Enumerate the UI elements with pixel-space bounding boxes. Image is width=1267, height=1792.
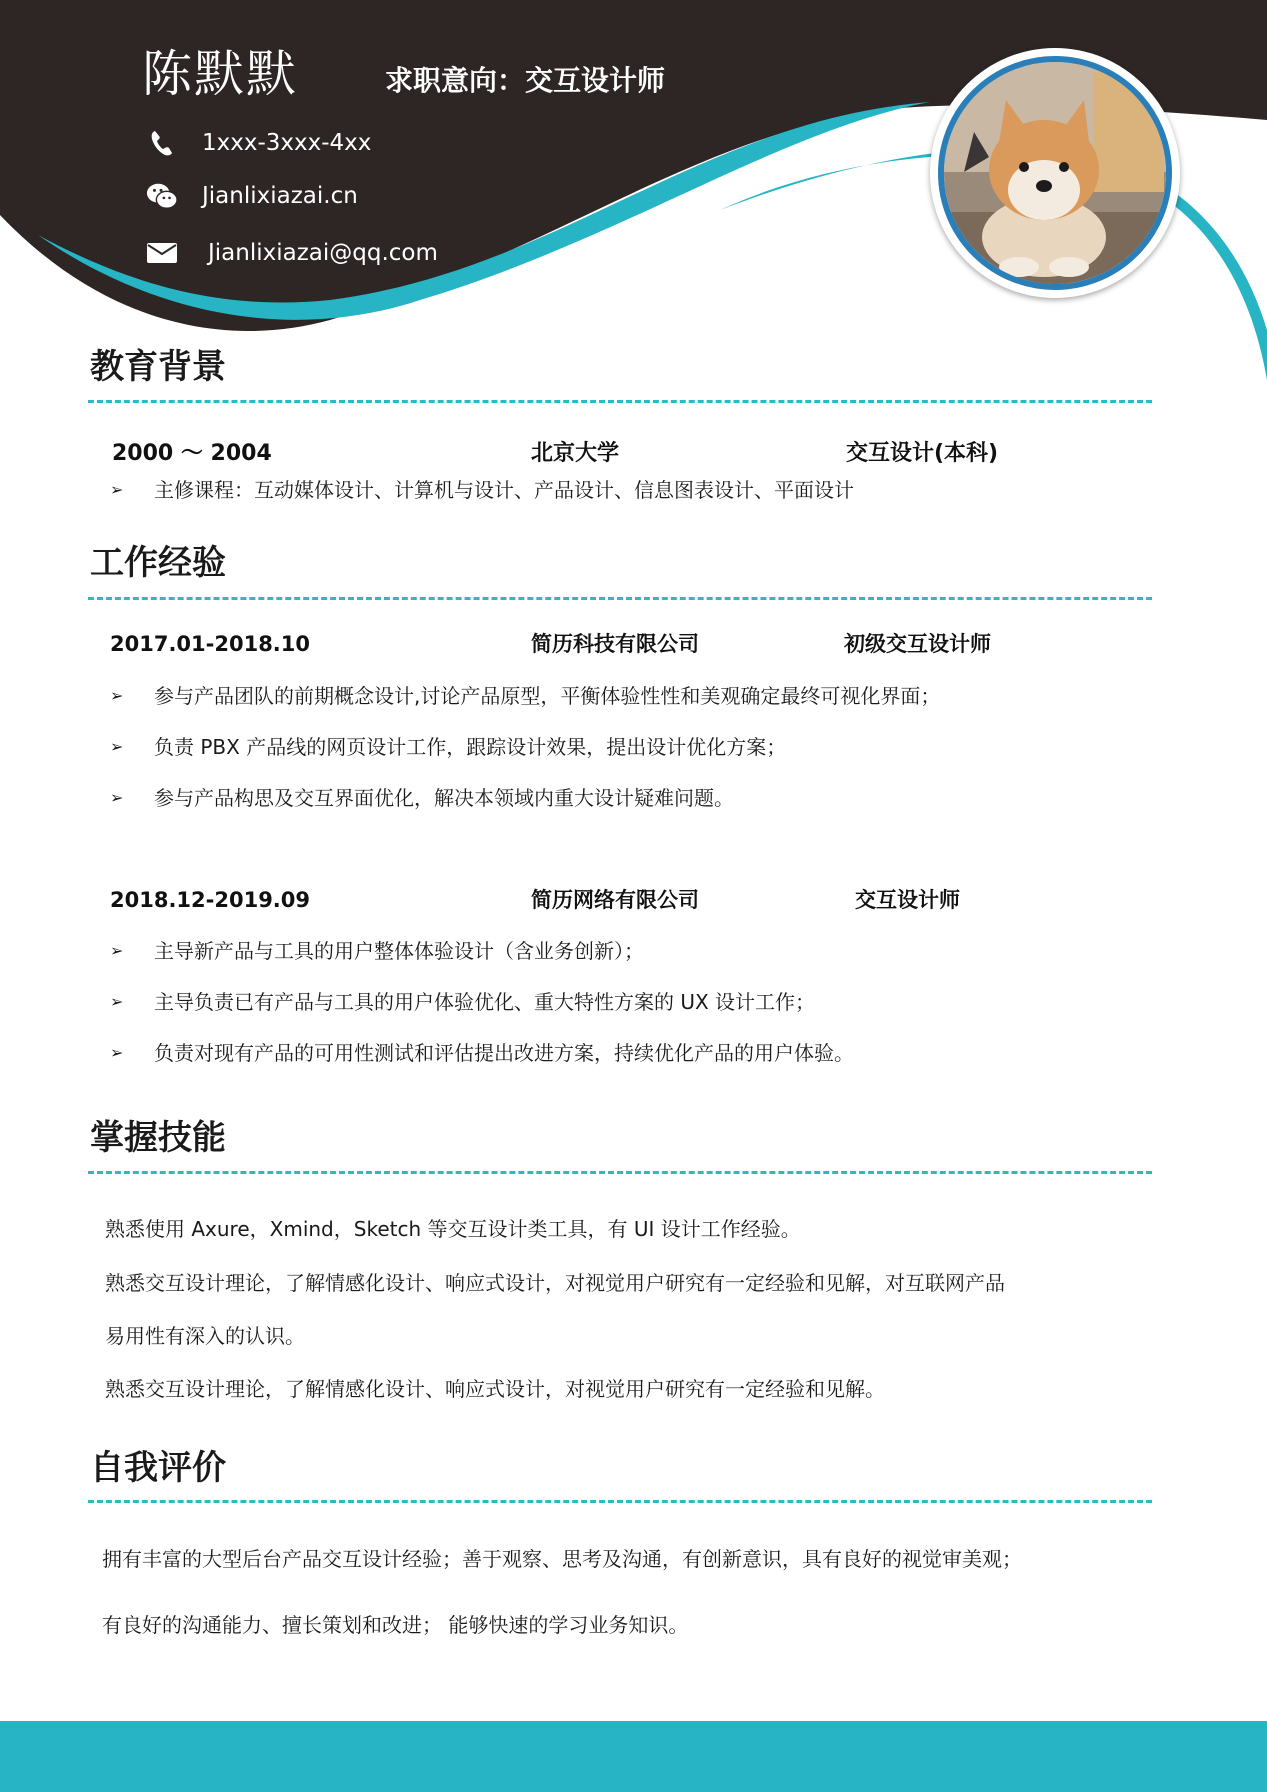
self-eval-divider [88, 1500, 1152, 1503]
job-objective: 求职意向：交互设计师 [385, 64, 666, 97]
job-2-period: 2018.12-2019.09 [110, 888, 311, 912]
job-1-period: 2017.01-2018.10 [110, 632, 311, 656]
candidate-name: 陈默默 [142, 45, 298, 103]
profile-photo [930, 48, 1180, 298]
skill-line: 熟悉使用 Axure，Xmind，Sketch 等交互设计类工具，有 UI 设计工作经验。 [105, 1217, 801, 1241]
wechat-icon [146, 180, 178, 212]
job-2-item: ➢ 主导负责已有产品与工具的用户体验优化、重大特性方案的 UX 设计工作； [110, 990, 816, 1014]
arrow-bullet-icon: ➢ [110, 941, 124, 960]
contact-email [146, 237, 438, 269]
job-1-company: 简历科技有限公司 [531, 632, 699, 656]
education-major: 交互设计(本科) [846, 441, 999, 466]
skill-line: 熟悉交互设计理论，了解情感化设计、响应式设计，对视觉用户研究有一定经验和见解。 [105, 1377, 885, 1401]
skills-divider [88, 1171, 1152, 1174]
self-eval-line: 有良好的沟通能力、擅长策划和改进； 能够快速的学习业务知识。 [102, 1613, 689, 1637]
job-2-company: 简历网络有限公司 [531, 888, 699, 912]
work-title: 工作经验 [90, 543, 226, 583]
arrow-bullet-icon: ➢ [110, 686, 124, 705]
email-address: Jianlixiazai@qq.com [208, 240, 438, 266]
contact-phone [146, 127, 371, 159]
skill-line: 熟悉交互设计理论，了解情感化设计、响应式设计，对视觉用户研究有一定经验和见解，对互联网产品 [105, 1271, 1005, 1295]
dog-photo-illustration [944, 62, 1166, 284]
contact-wechat [146, 180, 358, 212]
self-eval-line: 拥有丰富的大型后台产品交互设计经验；善于观察、思考及沟通，有创新意识，具有良好的视觉审美观； [102, 1547, 1022, 1571]
job-1-item: ➢ 负责 PBX 产品线的网页设计工作，跟踪设计效果，提出设计优化方案； [110, 735, 787, 759]
mail-icon [146, 237, 178, 269]
job-2-item: ➢ 负责对现有产品的可用性测试和评估提出改进方案，持续优化产品的用户体验。 [110, 1041, 854, 1065]
job-1-item: ➢ 参与产品构思及交互界面优化，解决本领域内重大设计疑难问题。 [110, 786, 734, 810]
job-1-role: 初级交互设计师 [844, 632, 991, 656]
arrow-bullet-icon: ➢ [110, 788, 124, 807]
arrow-bullet-icon: ➢ [110, 480, 124, 499]
education-divider [88, 400, 1152, 403]
education-school: 北京大学 [531, 441, 620, 466]
footer-bar [0, 1721, 1267, 1792]
job-2-role: 交互设计师 [855, 888, 960, 912]
arrow-bullet-icon: ➢ [110, 992, 124, 1011]
arrow-bullet-icon: ➢ [110, 737, 124, 756]
self-eval-title: 自我评价 [90, 1448, 226, 1488]
education-period: 2000 ～ 2004 [112, 441, 272, 466]
job-1-item: ➢ 参与产品团队的前期概念设计,讨论产品原型，平衡体验性性和美观确定最终可视化界面； [110, 684, 941, 708]
phone-icon [146, 127, 178, 159]
education-courses: ➢ 主修课程：互动媒体设计、计算机与设计、产品设计、信息图表设计、平面设计 [110, 478, 854, 502]
website: Jianlixiazai.cn [202, 183, 358, 209]
work-divider [88, 597, 1152, 600]
skills-title: 掌握技能 [90, 1118, 226, 1158]
phone-number: 1xxx-3xxx-4xx [202, 130, 372, 156]
job-2-item: ➢ 主导新产品与工具的用户整体体验设计（含业务创新）； [110, 939, 644, 963]
education-title: 教育背景 [90, 347, 226, 387]
arrow-bullet-icon: ➢ [110, 1043, 124, 1062]
skill-line: 易用性有深入的认识。 [105, 1324, 305, 1348]
